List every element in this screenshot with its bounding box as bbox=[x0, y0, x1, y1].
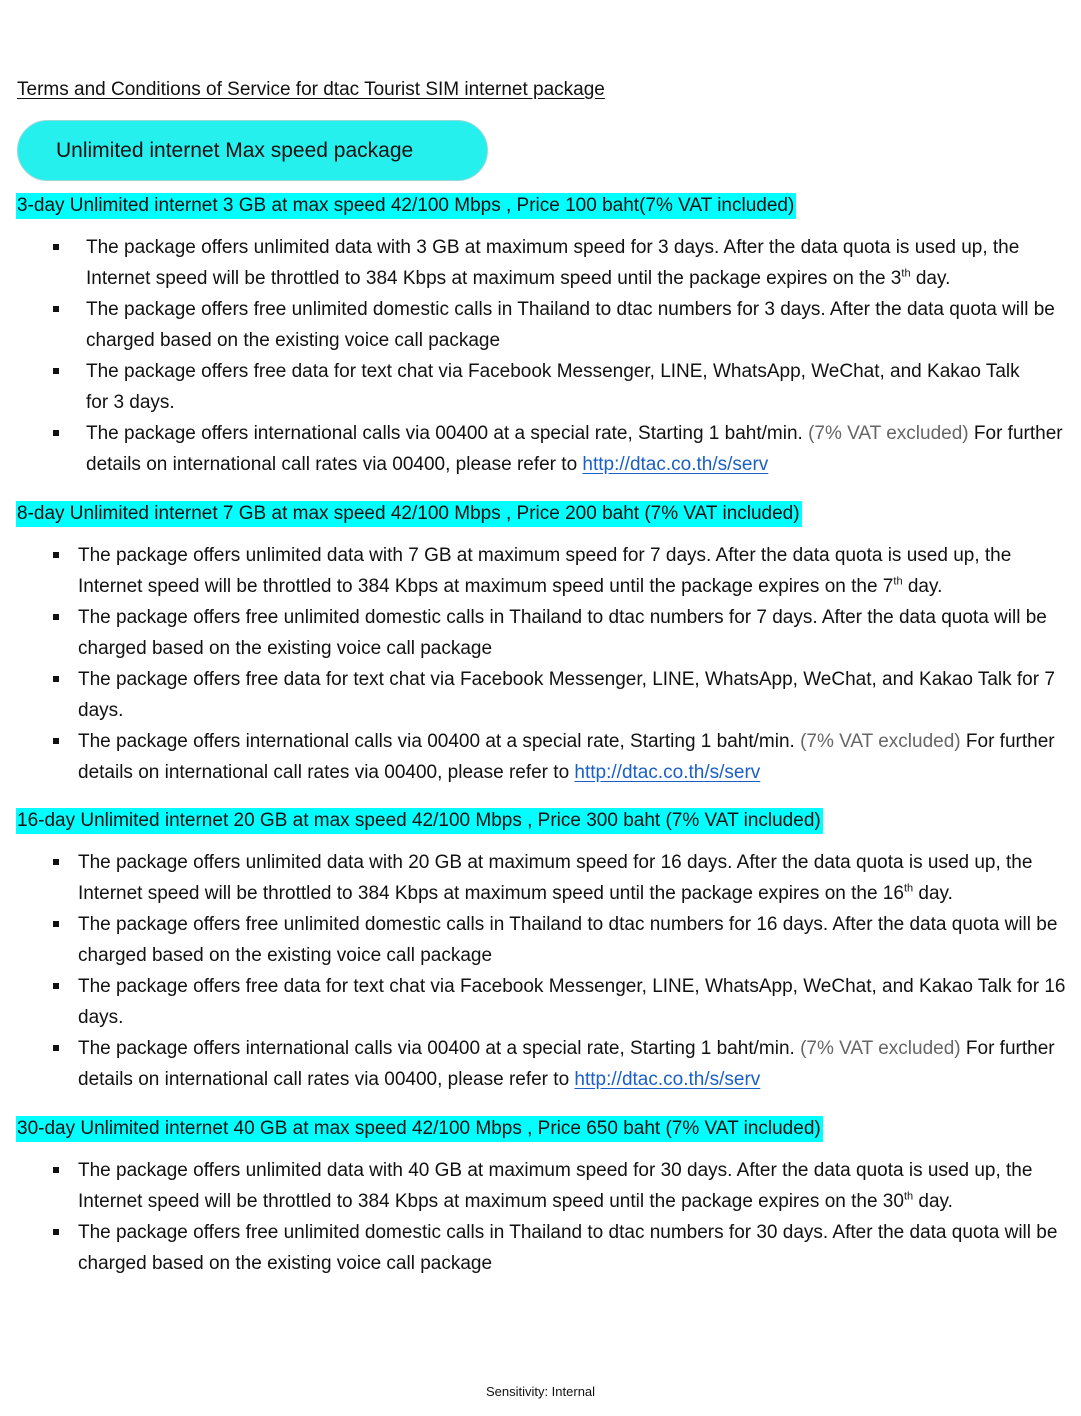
vat-note: (7% VAT excluded) bbox=[808, 423, 969, 444]
section-heading: 16-day Unlimited internet 20 GB at max speed 42/100 Mbps , Price 300 baht (7% VAT included) bbox=[16, 808, 823, 834]
list-item: The package offers free unlimited domestic calls in Thailand to dtac numbers for 30 days. After the data quota will be charged based on the existing voice call package bbox=[0, 1217, 1081, 1279]
section-heading: 30-day Unlimited internet 40 GB at max speed 42/100 Mbps , Price 650 baht (7% VAT included) bbox=[16, 1116, 823, 1142]
list-item: The package offers unlimited data with 40 GB at maximum speed for 30 days. After the data quota is used up, the Internet speed will be throttled to 384 Kbps at maximum speed until the package expires on the 30th day. bbox=[0, 1155, 1081, 1217]
package-section-8-day bbox=[0, 501, 1081, 788]
bullet-icon bbox=[53, 1167, 59, 1173]
list-item: The package offers free unlimited domestic calls in Thailand to dtac numbers for 7 days. After the data quota will be charged based on the existing voice call package bbox=[0, 602, 1081, 664]
vat-note: (7% VAT excluded) bbox=[800, 731, 961, 752]
bullet-icon bbox=[53, 614, 59, 620]
list-item: The package offers unlimited data with 3 GB at maximum speed for 3 days. After the data quota is used up, the Internet speed will be throttled to 384 Kbps at maximum speed until the package expires on the 3th day. bbox=[0, 232, 1081, 294]
service-rates-link[interactable]: http://dtac.co.th/s/serv bbox=[582, 454, 769, 475]
terms-list bbox=[0, 1155, 1081, 1279]
list-item: The package offers unlimited data with 20 GB at maximum speed for 16 days. After the data quota is used up, the Internet speed will be throttled to 384 Kbps at maximum speed until the package expires on the 16th day. bbox=[0, 847, 1081, 909]
bullet-icon bbox=[53, 1229, 59, 1235]
bullet-icon bbox=[53, 676, 59, 682]
terms-list bbox=[0, 847, 1081, 1095]
section-heading: 8-day Unlimited internet 7 GB at max speed 42/100 Mbps , Price 200 baht (7% VAT included) bbox=[16, 501, 802, 527]
bullet-icon bbox=[53, 921, 59, 927]
bullet-icon bbox=[53, 859, 59, 865]
list-item: The package offers free data for text chat via Facebook Messenger, LINE, WhatsApp, WeChat, and Kakao Talk for 16 days. bbox=[0, 971, 1081, 1033]
package-section-16-day bbox=[0, 808, 1081, 1095]
list-item: The package offers free unlimited domestic calls in Thailand to dtac numbers for 16 days. After the data quota will be charged based on the existing voice call package bbox=[0, 909, 1081, 971]
package-category-label: Unlimited internet Max speed package bbox=[56, 138, 414, 162]
service-rates-link[interactable]: http://dtac.co.th/s/serv bbox=[574, 1069, 761, 1090]
bullet-icon bbox=[53, 244, 59, 250]
bullet-icon bbox=[53, 306, 59, 312]
vat-note: (7% VAT excluded) bbox=[800, 1038, 961, 1059]
bullet-icon bbox=[53, 552, 59, 558]
section-heading: 3-day Unlimited internet 3 GB at max speed 42/100 Mbps , Price 100 baht(7% VAT included) bbox=[16, 193, 796, 219]
package-section-3-day bbox=[0, 193, 1081, 480]
terms-list bbox=[0, 232, 1081, 480]
list-item: The package offers free data for text chat via Facebook Messenger, LINE, WhatsApp, WeChat, and Kakao Talk for 3 days. bbox=[0, 356, 1081, 418]
bullet-icon bbox=[53, 1045, 59, 1051]
list-item: The package offers international calls via 00400 at a special rate, Starting 1 baht/min. (7% VAT excluded) For further details on international call rates via 00400, please refer to http://dtac.co.th/s/serv bbox=[0, 1033, 1081, 1095]
list-item: The package offers free data for text chat via Facebook Messenger, LINE, WhatsApp, WeChat, and Kakao Talk for 7 days. bbox=[0, 664, 1081, 726]
bullet-icon bbox=[53, 430, 59, 436]
list-item: The package offers international calls via 00400 at a special rate, Starting 1 baht/min. (7% VAT excluded) For further details on international call rates via 00400, please refer to http://dtac.co.th/s/serv bbox=[0, 418, 1081, 480]
sensitivity-label: Sensitivity: Internal bbox=[485, 1384, 596, 1399]
package-category-badge bbox=[17, 120, 488, 181]
service-rates-link[interactable]: http://dtac.co.th/s/serv bbox=[574, 762, 761, 783]
list-item: The package offers free unlimited domestic calls in Thailand to dtac numbers for 3 days. After the data quota will be charged based on the existing voice call package bbox=[0, 294, 1081, 356]
list-item: The package offers unlimited data with 7 GB at maximum speed for 7 days. After the data quota is used up, the Internet speed will be throttled to 384 Kbps at maximum speed until the package expires on the 7th day. bbox=[0, 540, 1081, 602]
package-section-30-day bbox=[0, 1116, 1081, 1279]
bullet-icon bbox=[53, 983, 59, 989]
terms-list bbox=[0, 540, 1081, 788]
bullet-icon bbox=[53, 738, 59, 744]
bullet-icon bbox=[53, 368, 59, 374]
document-title: Terms and Conditions of Service for dtac Tourist SIM internet package bbox=[17, 79, 605, 100]
list-item: The package offers international calls via 00400 at a special rate, Starting 1 baht/min. (7% VAT excluded) For further details on international call rates via 00400, please refer to http://dtac.co.th/s/serv bbox=[0, 726, 1081, 788]
